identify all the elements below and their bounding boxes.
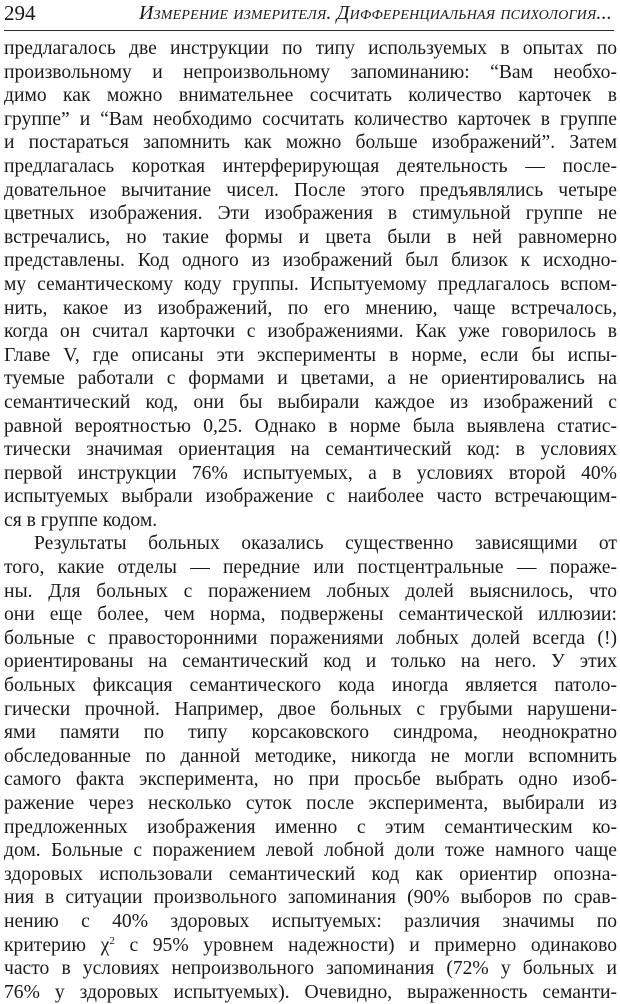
text-line-content: ния в ситуации произвольного запоминания (90% выборов по срав-: [4, 887, 617, 909]
text-line-content: обследованные по данной методике, никогда не могли вспомнить: [4, 745, 617, 767]
text-line-content: предлагалось две инструкции по типу используемых в опытах по: [4, 38, 617, 59]
text-line-content: критерию χ: [4, 934, 110, 956]
text-line: [4, 108, 617, 132]
text-line-content: предлагалась короткая интерферирующая деятельность — после-: [4, 155, 617, 177]
text-line: [4, 886, 617, 910]
text-line-content: ориентированы на семантический код и только на него. У этих: [4, 651, 617, 673]
text-line: [4, 532, 617, 556]
text-line-content: больных фиксация семантического кода иногда является патоло-: [4, 675, 617, 697]
text-line: [4, 415, 617, 439]
text-line-content: представлены. Код одного из изображений был близок к исходно-: [4, 250, 617, 272]
text-line: [4, 61, 617, 85]
page-number: 294: [4, 1, 36, 25]
text-line-content: туемые работали с формами и цветами, а не ориентировались на: [4, 368, 617, 390]
text-line: [4, 981, 617, 1004]
text-line-content: предложенных изображения именно с этим семантическим ко-: [4, 816, 617, 838]
text-line: [4, 650, 617, 674]
text-line: [4, 438, 617, 462]
text-line: [4, 297, 617, 321]
text-line: [4, 131, 617, 155]
text-line: [4, 84, 617, 108]
text-line-content: ся в группе кодом.: [4, 509, 158, 531]
text-line-content: 76% у здоровых испытуемых). Очевидно, выраженность семанти-: [4, 981, 617, 1003]
text-line-content: тически значимая ориентация на семантический код: в условиях: [4, 439, 617, 461]
text-line: [4, 957, 617, 981]
text-line-content: и постараться запомнить как можно больше изображений”. Затем: [4, 132, 617, 154]
text-line-content: группе” и “Вам необходимо сосчитать количество карточек в группе: [4, 108, 617, 130]
text-line: [4, 367, 617, 391]
text-line-content: цветных изображения. Эти изображения в стимульной группе не: [4, 203, 617, 225]
text-line: [4, 698, 617, 722]
text-line: [4, 273, 617, 297]
text-line-content: Главе V, где описаны эти эксперименты в норме, если бы испы-: [4, 344, 617, 366]
text-line-content: здоровых использовали семантический код как ориентир опозна-: [4, 863, 617, 885]
text-line-content: часто в условиях непроизвольного запоминания (72% у больных и: [4, 958, 617, 980]
text-line: [4, 179, 617, 203]
text-line-content: произвольному и непроизвольному запоминанию: “Вам необхо-: [4, 61, 617, 83]
text-line-content: довательное вычитание чисел. После этого предъявлялись четыре: [4, 179, 617, 201]
text-line-content: того, какие отделы — передние или постцентральные — пораже-: [4, 557, 617, 579]
text-line: [4, 155, 617, 179]
text-line: [4, 674, 617, 698]
text-line-content: они еще более, чем норма, подвержены семантической иллюзии:: [4, 604, 617, 626]
text-line: [4, 462, 617, 486]
text-line-content: когда он считал карточки с изображениями. Как уже говорилось в: [4, 321, 617, 343]
text-line-content: испытуемых выбрали изображение с наиболее часто встречающим-: [4, 486, 617, 508]
text-line: [4, 556, 617, 580]
running-title: Измерение измерителя. Дифференциальная психология...: [138, 2, 612, 24]
text-line: [4, 768, 617, 792]
text-line: [4, 627, 617, 651]
text-line-content: нить, какое из изображений, по его мнению, чаще встречалось,: [4, 297, 617, 319]
body-text: [4, 37, 617, 1004]
text-line: [4, 934, 617, 958]
text-line-content: му семантическому коду группы. Испытуемому предлагалось вспом-: [4, 273, 617, 295]
text-line: [4, 344, 617, 368]
text-line-continuation: с 95% уровнем надежности) и примерно одинаково: [114, 934, 617, 956]
text-line-content: ражение через несколько суток после эксперимента, выбирали из: [4, 793, 617, 814]
text-line: [4, 792, 617, 816]
superscript: 2: [109, 934, 115, 947]
text-line-content: семантический код, они бы выбирали каждое из изображений с: [4, 391, 617, 413]
text-line-content: ями памяти по типу корсаковского синдрома, неоднократно: [4, 722, 617, 744]
text-line: [4, 226, 617, 250]
text-line-content: встречались, но такие формы и цвета были в ней равномерно: [4, 226, 617, 248]
text-line-content: равной вероятностью 0,25. Однако в норме была выявлена статис-: [4, 415, 617, 437]
text-line-content: димо как можно внимательнее сосчитать количество карточек в: [4, 85, 617, 107]
text-line-content: самого факта эксперимента, но при просьбе выбрать одно изоб-: [4, 769, 617, 791]
text-line-content: Результаты больных оказались существенно зависящими от: [34, 533, 617, 555]
text-line: [4, 745, 617, 769]
text-line-content: гически прочной. Например, двое больных с грубыми нарушени-: [4, 698, 617, 720]
text-line: [4, 485, 617, 509]
text-line: [4, 320, 617, 344]
page-header: [4, 0, 614, 31]
text-line: [4, 249, 617, 273]
text-line: [4, 391, 617, 415]
text-line: [4, 202, 617, 226]
text-line-content: больные с правосторонними поражениями лобных долей всегда (!): [4, 627, 617, 649]
text-line: [4, 816, 617, 840]
text-line: [4, 580, 617, 604]
text-line-content: первой инструкции 76% испытуемых, а в условиях второй 40%: [4, 462, 617, 484]
text-line-content: дом. Больные с поражением левой лобной доли тоже намного чаще: [4, 840, 617, 862]
text-line: [4, 509, 617, 533]
text-line: [4, 839, 617, 863]
text-line: [4, 37, 617, 61]
text-line: [4, 910, 617, 934]
text-line-content: ны. Для больных с поражением лобных долей выяснилось, что: [4, 580, 617, 602]
text-line-content: нению с 40% здоровых испытуемых: различия значимы по: [4, 910, 617, 932]
text-line: [4, 863, 617, 887]
text-line: [4, 721, 617, 745]
text-line: [4, 603, 617, 627]
